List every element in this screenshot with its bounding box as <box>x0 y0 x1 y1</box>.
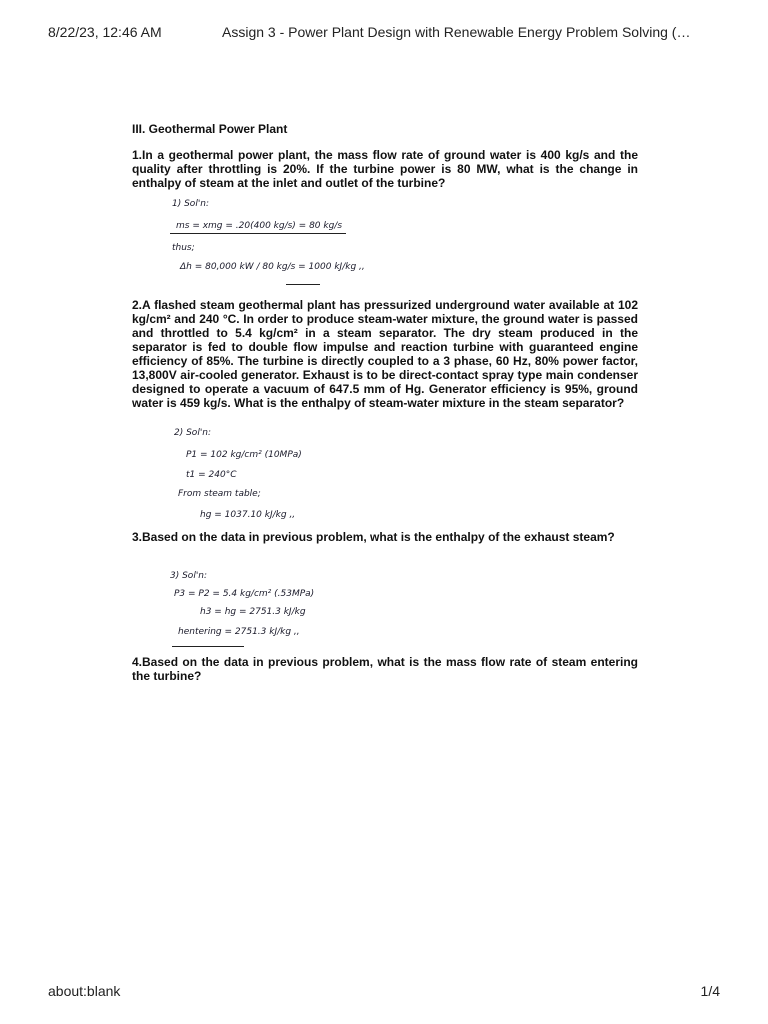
solution-2-line-4: From steam table; <box>178 489 261 499</box>
solution-1-answer-rule <box>286 284 320 285</box>
print-header-datetime: 8/22/23, 12:46 AM <box>48 24 162 40</box>
print-footer-url: about:blank <box>48 983 121 999</box>
question-2: 2.A flashed steam geothermal plant has pressurized underground water available at 102 kg/cm² and 240 °C. In order to produce steam-water mixture, the ground water is passed and throttled to 5.4 kg/cm² in a steam separator. The dry steam produced in the separator is fed to double flow impulse and reaction turbine with guaranteed engine efficiency of 85%. The turbine is directly coupled to a 3 phase, 60 Hz, 80% power factor, 13,800V air-cooled generator. Exhaust is to be direct-contact spray type main condenser designed to operate a vacuum of 647.5 mm of Hg. Generator efficiency is 95%, ground water is 459 kg/s. What is the enthalpy of steam-water mixture in the steam separator? <box>132 298 638 410</box>
solution-3-line-3: h3 = hg = 2751.3 kJ/kg <box>200 607 306 617</box>
solution-2-line-1: 2) Sol'n: <box>174 428 212 438</box>
solution-3-rule <box>172 646 244 647</box>
document-body <box>132 122 638 190</box>
question-3: 3.Based on the data in previous problem, what is the enthalpy of the exhaust steam? <box>132 530 615 544</box>
question-3-block <box>132 530 638 544</box>
question-1: 1.In a geothermal power plant, the mass flow rate of ground water is 400 kg/s and the quality after throttling is 20%. If the turbine power is 80 MW, what is the change in enthalpy of steam at the inlet and outlet of the turbine? <box>132 148 638 190</box>
print-footer-page-number: 1/4 <box>700 983 720 999</box>
solution-2-line-2: P1 = 102 kg/cm² (10MPa) <box>186 450 302 460</box>
solution-1-line-2: ms = xmg = .20(400 kg/s) = 80 kg/s <box>176 221 343 231</box>
solution-1-line-1: 1) Sol'n: <box>172 199 210 209</box>
solution-1-line-4: Δh = 80,000 kW / 80 kg/s = 1000 kJ/kg ,, <box>180 262 365 272</box>
question-4: 4.Based on the data in previous problem, what is the mass flow rate of steam entering the turbine? <box>132 655 638 683</box>
question-2-block <box>132 298 638 410</box>
solution-2-line-3: t1 = 240°C <box>186 470 237 480</box>
print-header-title: Assign 3 - Power Plant Design with Renewable Energy Problem Solving (… <box>222 24 691 40</box>
solution-3-line-2: P3 = P2 = 5.4 kg/cm² (.53MPa) <box>174 589 315 599</box>
solution-1-line-3: thus; <box>172 243 195 253</box>
solution-3-line-1: 3) Sol'n: <box>170 571 208 581</box>
solution-2-line-5: hg = 1037.10 kJ/kg ,, <box>200 510 296 520</box>
solution-3-line-4: hentering = 2751.3 kJ/kg ,, <box>178 627 300 637</box>
question-4-block <box>132 655 638 683</box>
solution-1-rule <box>170 233 346 234</box>
section-title: III. Geothermal Power Plant <box>132 122 288 136</box>
